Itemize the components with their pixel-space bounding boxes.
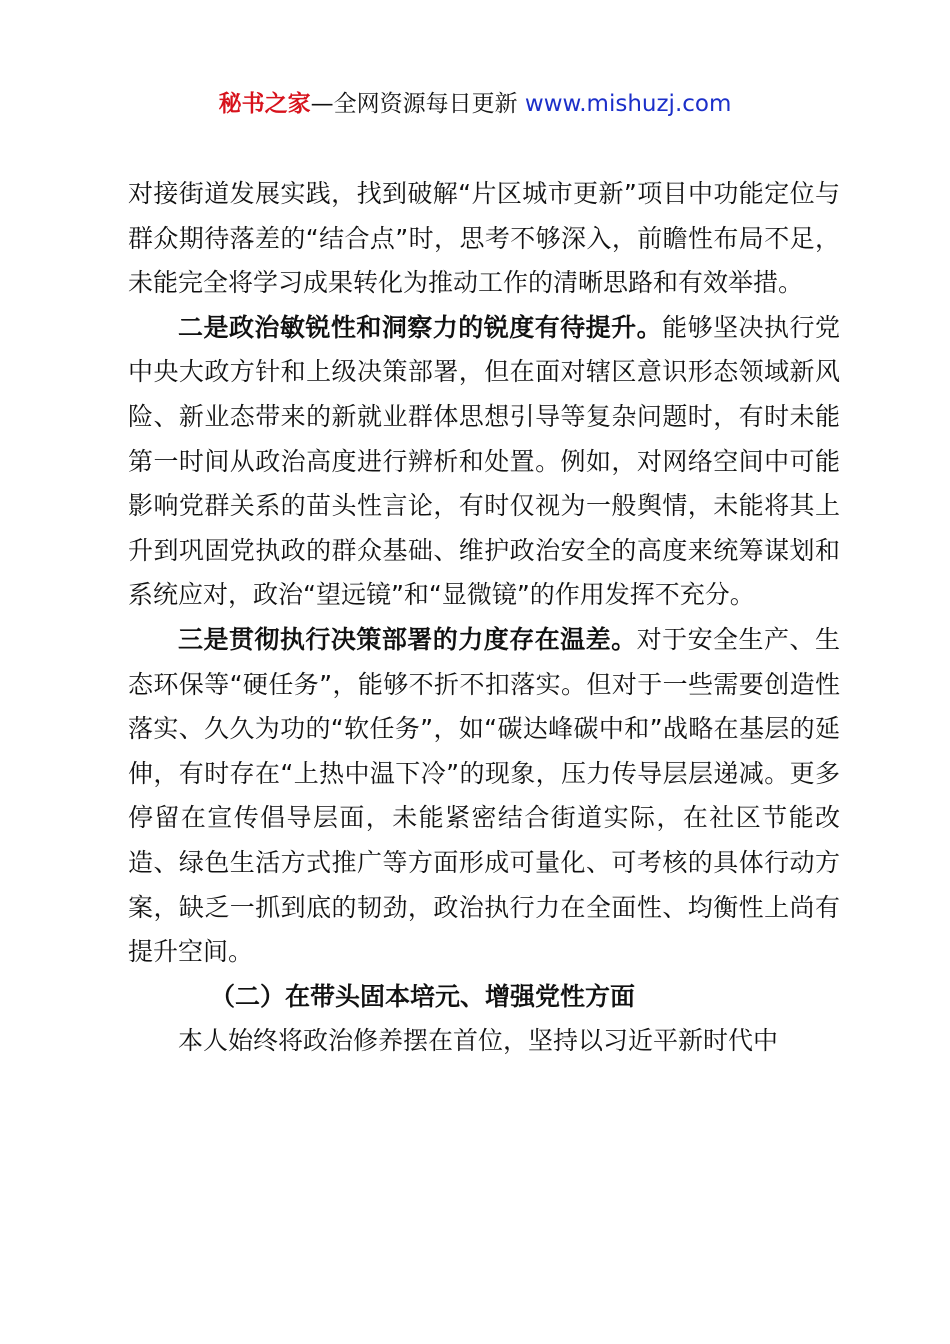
page-header [0,86,950,122]
section-heading: （二）在带头固本培元、增强党性方面 [210,981,636,1011]
continuation-paragraph: 对接街道发展实践，找到破解“片区城市更新”项目中功能定位与群众期待落差的“结合点”时，思考不够深入，前瞻性布局不足，未能完全将学习成果转化为推动工作的清晰思路和有效举措。 [128,179,840,298]
site-url[interactable]: www.mishuzj.com [524,91,732,117]
paragraph-point-two [128,306,840,618]
point-three-text: 对于安全生产、生态环保等“硬任务”，能够不折不扣落实。但对于一些需要创造性落实、久久为功的“软任务”，如“碳达峰碳中和”战略在基层的延伸，有时存在“上热中温下冷”的现象，压力传导层层递减。更多停留在宣传倡导层面，未能紧密结合街道实际，在社区节能改造、绿色生活方式推广等方面形成可量化、可考核的具体行动方案，缺乏一抓到底的韧劲，政治执行力在全面性、均衡性上尚有提升空间。 [128,624,840,967]
point-two-lead: 二是政治敏锐性和洞察力的锐度有待提升。 [178,312,663,342]
header-tagline: —全网资源每日更新 [310,91,518,117]
last-paragraph: 本人始终将政治修养摆在首位，坚持以习近平新时代中 [178,1026,779,1056]
point-three-lead: 三是贯彻执行决策部署的力度存在温差。 [178,624,637,654]
point-two-text: 能够坚决执行党中央大政方针和上级决策部署，但在面对辖区意识形态领域新风险、新业态带来的新就业群体思想引导等复杂问题时，有时未能第一时间从政治高度进行辨析和处置。例如，对网络空间中可能影响党群关系的苗头性言论，有时仅视为一般舆情，未能将其上升到巩固党执政的群众基础、维护政治安全的高度来统筹谋划和系统应对，政治“望远镜”和“显微镜”的作用发挥不充分。 [128,312,840,610]
document-body [128,172,840,1064]
paragraph-point-three [128,618,840,975]
brand-name: 秘书之家 [218,91,311,117]
